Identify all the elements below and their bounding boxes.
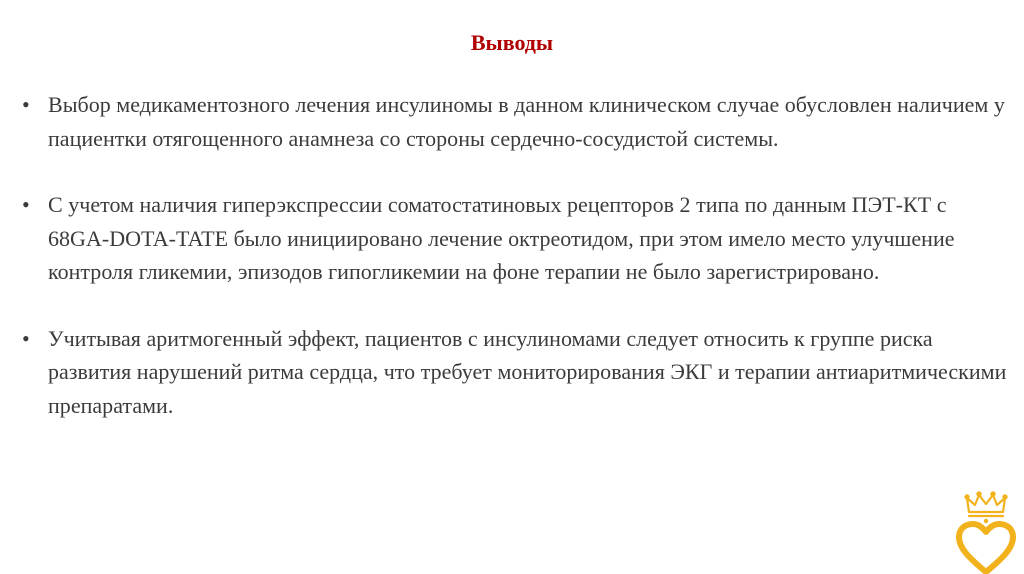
slide-title: Выводы <box>470 30 554 55</box>
bullet-item-3: • Учитывая аритмогенный эффект, пациентов с инсулиномами следует относить к группе риска развития нарушений ритма сердца, что требует мониторирования ЭКГ и терапии антиаритмическими препаратами. <box>22 322 1012 423</box>
bullet-item-1: • Выбор медикаментозного лечения инсулиномы в данном клиническом случае обусловлен наличием у пациентки отягощенного анамнеза со стороны сердечно-сосудистой системы. <box>22 88 1012 155</box>
crown-heart-logo-icon <box>955 490 1017 574</box>
conclusions-list <box>22 88 1012 455</box>
bullet-item-2: • С учетом наличия гиперэкспрессии соматостатиновых рецепторов 2 типа по данным ПЭТ-КТ с 68GA-DOTA-TATE было инициировано лечение октреотидом, при этом имело место улучшение контроля гликемии, эпизодов гипогликемии на фоне терапии не было зарегистрировано. <box>22 188 1012 289</box>
